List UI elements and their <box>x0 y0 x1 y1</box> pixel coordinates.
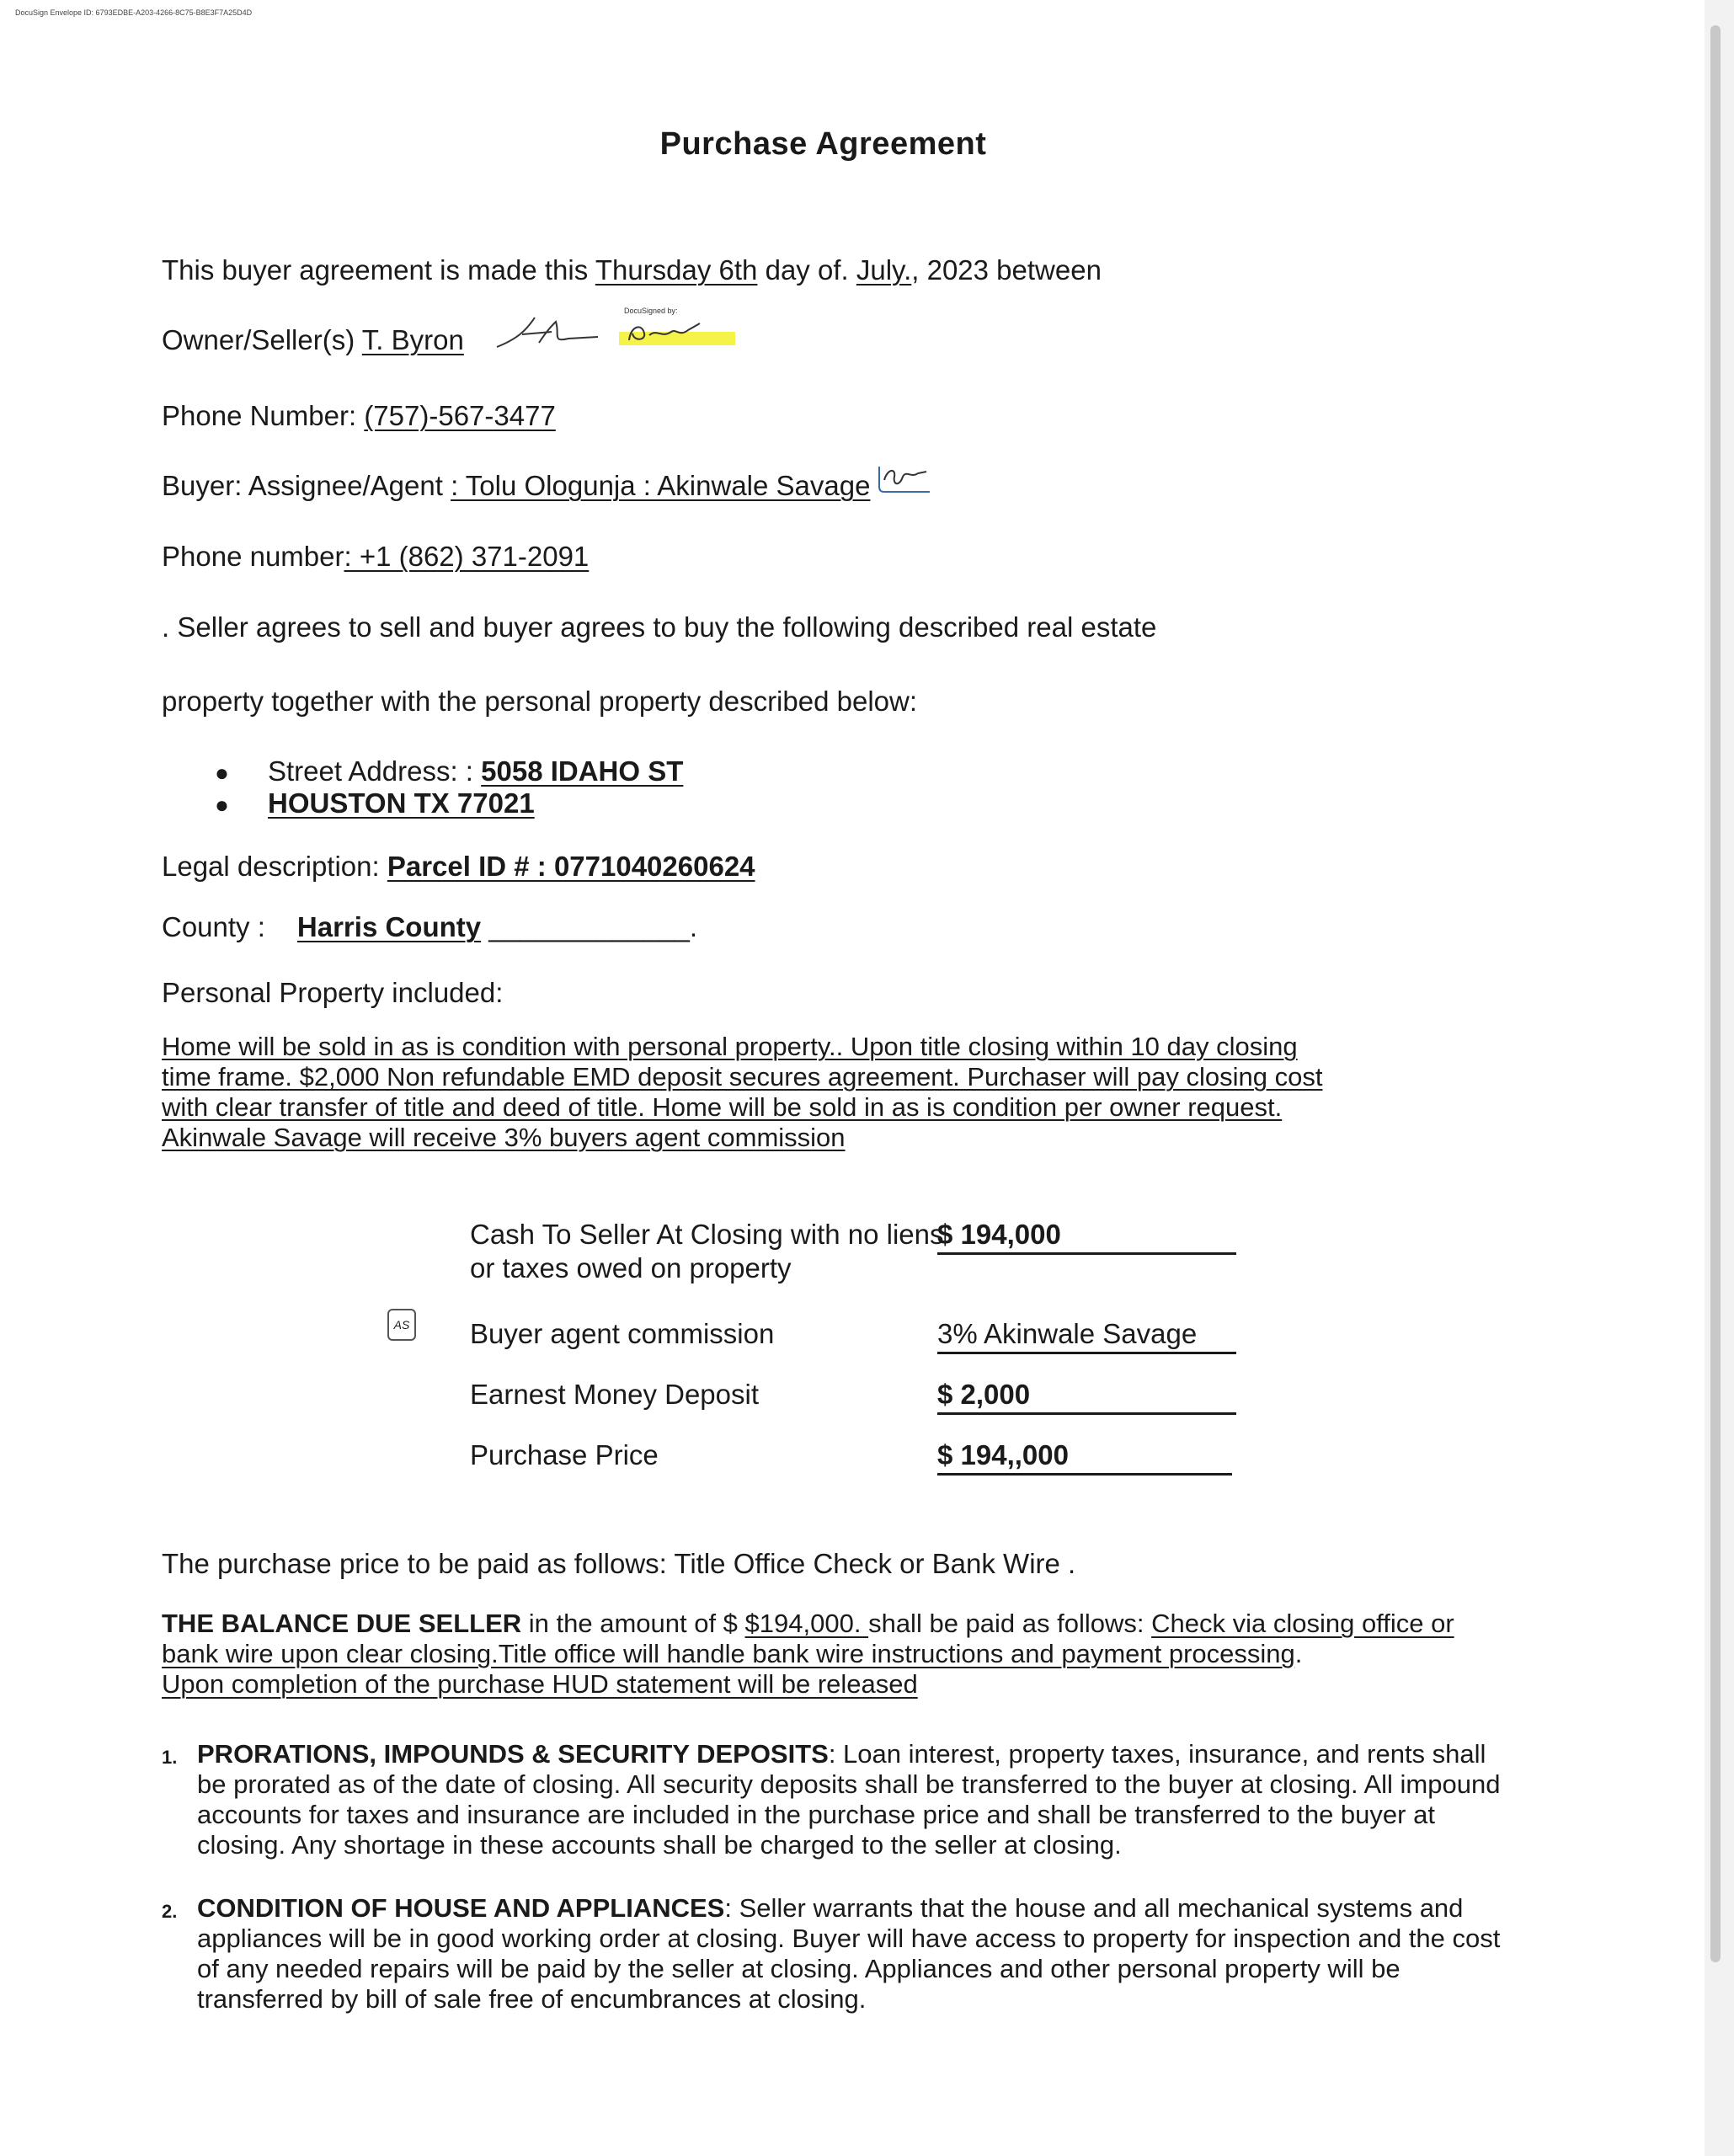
county-suffix: _____________. <box>488 911 698 942</box>
clause-condition <box>162 1893 1501 2015</box>
bullet-icon: ● <box>215 760 229 786</box>
legal-value: Parcel ID # : 0771040260624 <box>387 851 755 882</box>
payment-line: The purchase price to be paid as follows: Title Office Check or Bank Wire . <box>162 1548 1076 1579</box>
balance-middle: shall be paid as follows: <box>868 1609 1152 1638</box>
deposit-label: Earnest Money Deposit <box>470 1379 760 1410</box>
buyer-phone-line <box>162 541 589 573</box>
commission-label: Buyer agent commission <box>470 1318 775 1349</box>
intro-month: July. <box>856 254 912 286</box>
seller-name: T. Byron <box>361 324 464 355</box>
city-value: HOUSTON TX 77021 <box>268 787 535 819</box>
docusign-label: DocuSigned by: <box>624 307 678 315</box>
buyer-value: : Tolu Ologunja : Akinwale Savage <box>451 470 871 501</box>
county-value: Harris County <box>296 911 482 942</box>
street-value: 5058 IDAHO ST <box>481 755 684 787</box>
intro-day: Thursday 6th <box>595 254 758 286</box>
seller-phone-label: Phone Number: <box>162 400 357 431</box>
intro-line <box>162 254 1102 286</box>
buyer-phone-value: : +1 (862) 371-2091 <box>344 541 590 572</box>
balance-completion: Upon completion of the purchase HUD statement will be released <box>162 1669 918 1699</box>
document-title: Purchase Agreement <box>659 126 987 162</box>
sell-statement-1: . Seller agrees to sell and buyer agrees to buy the following described real estate <box>162 611 1157 643</box>
intro-suffix: , 2023 between <box>911 254 1102 286</box>
seller-label: Owner/Seller(s) <box>162 324 355 355</box>
commission-value: 3% Akinwale Savage <box>937 1318 1236 1354</box>
clause-prorations <box>162 1739 1501 1860</box>
balance-method: Check via closing office or bank wire upon clear closing.Title office will handle bank wire instructions and payment processing <box>162 1609 1454 1668</box>
intro-prefix: This buyer agreement is made this <box>162 254 589 286</box>
personal-property-text <box>162 1032 1341 1153</box>
sell-statement-2: property together with the personal property described below: <box>162 686 918 717</box>
balance-heading: THE BALANCE DUE SELLER <box>162 1609 522 1638</box>
clause-number: 1. <box>162 1747 178 1768</box>
agent-initials-box: AS <box>387 1309 416 1341</box>
balance-dot: . <box>1294 1639 1303 1668</box>
county-line <box>162 911 697 943</box>
balance-paragraph <box>162 1609 1475 1700</box>
intro-middle: day of. <box>765 254 849 286</box>
clause-heading: CONDITION OF HOUSE AND APPLIANCES <box>197 1893 725 1923</box>
legal-label: Legal description: <box>162 851 380 882</box>
buyer-initials-icon <box>874 462 935 495</box>
docusign-stamp <box>619 307 735 352</box>
balance-amount: $194,000. <box>744 1609 869 1638</box>
scrollbar-thumb[interactable] <box>1710 25 1721 1962</box>
personal-property-value: Home will be sold in as is condition with personal property.. Upon title closing within 10 day closing time frame. $2,000 Non refundable EMD deposit secures agreement. Purchaser will pay closing cost with clear transfer of title and deed of title. Home will be sold in as is condition per owner request. Akinwale Savage will receive 3% buyers agent commission <box>162 1032 1323 1152</box>
price-value: $ 194,,000 <box>937 1439 1232 1476</box>
clause-text <box>197 1893 1501 2015</box>
buyer-label: Buyer: Assignee/Agent <box>162 470 443 501</box>
clause-heading: PRORATIONS, IMPOUNDS & SECURITY DEPOSITS <box>197 1739 829 1769</box>
street-line <box>268 755 683 787</box>
clause-text <box>197 1739 1501 1860</box>
deposit-value: $ 2,000 <box>937 1379 1236 1415</box>
county-label: County : <box>162 911 265 942</box>
legal-line <box>162 851 755 883</box>
seller-line <box>162 324 464 356</box>
cash-label-2: or taxes owed on property <box>470 1252 792 1283</box>
clause-body: : Loan interest, property taxes, insurance, and rents shall be prorated as of the date of closing. All security deposits shall be transferred to the buyer at closing. All impound accounts for taxes and insurance are included in the purchase price and shall be transferred to the buyer at closing. Any shortage in these accounts shall be charged to the seller at closing. <box>197 1739 1501 1860</box>
clause-number: 2. <box>162 1901 178 1922</box>
cash-value: $ 194,000 <box>937 1219 1236 1255</box>
balance-amount-prefix: in the amount of $ <box>521 1609 745 1638</box>
price-label: Purchase Price <box>470 1439 659 1470</box>
seller-phone-line <box>162 400 556 432</box>
buyer-line <box>162 470 870 502</box>
seller-signature-icon <box>493 313 602 355</box>
buyer-phone-label: Phone number <box>162 541 344 572</box>
street-label: Street Address: : <box>268 755 473 787</box>
cash-label-1: Cash To Seller At Closing with no liens <box>470 1219 944 1250</box>
personal-label: Personal Property included: <box>162 977 504 1008</box>
envelope-id: DocuSign Envelope ID: 6793EDBE-A203-4266-8C75-B8E3F7A25D4D <box>15 8 253 17</box>
docusign-signature-icon <box>624 317 725 345</box>
clause-body: : Seller warrants that the house and all mechanical systems and appliances will be in good working order at closing. Buyer will have access to property for inspection and the cost of any needed repairs will be paid by the seller at closing. Appliances and other personal property will be transferred by bill of sale free of encumbrances at closing. <box>197 1893 1501 2014</box>
seller-phone-value: (757)-567-3477 <box>364 400 556 431</box>
bullet-icon: ● <box>215 792 229 818</box>
